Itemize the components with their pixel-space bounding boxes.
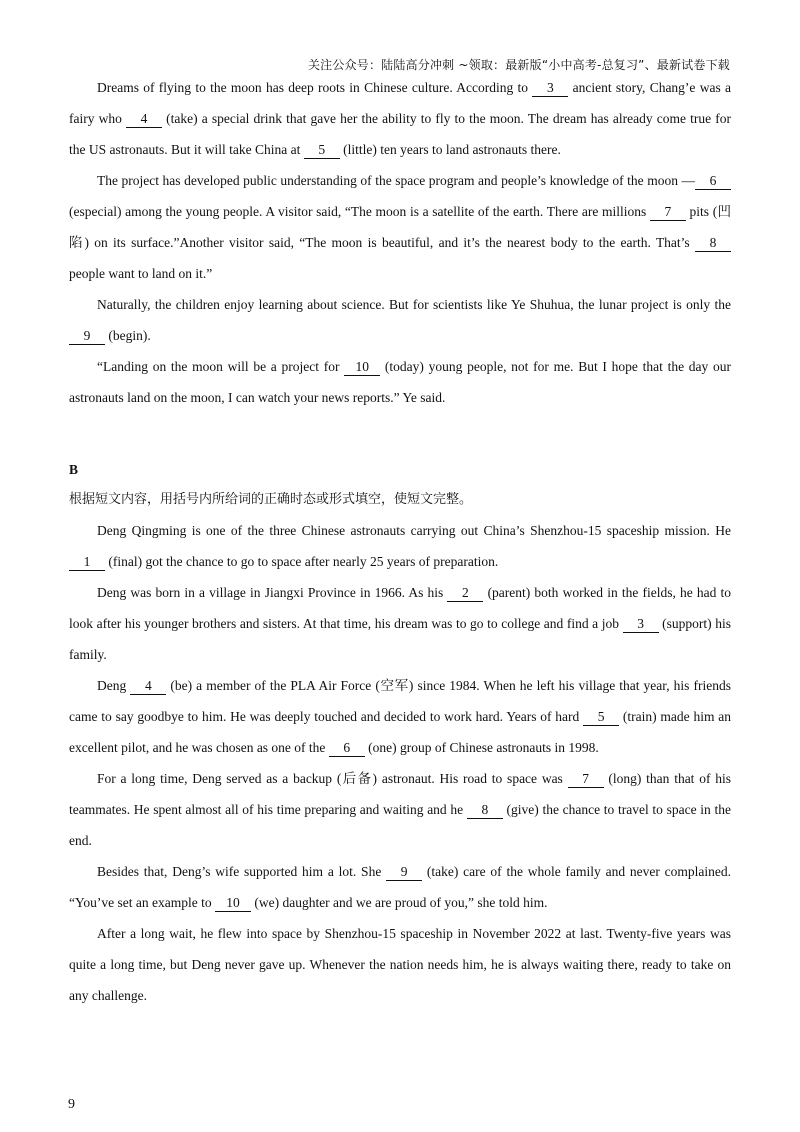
blank-b-4: 4 [130,678,166,695]
section-a-paragraph-1: Dreams of flying to the moon has deep roots in Chinese culture. According to 3 ancient story, Chang’e was a fairy who 4 (take) a special drink that gave her the ability to fly to the moon. The dream has already come true for the US astronauts. But it will take China at 5 (little) ten years to land astronauts there. [69,80,732,157]
section-a-paragraph-2: The project has developed public understanding of the space program and people’s knowledge of the moon — 6 (especial) among the young people. A visitor said, “The moon is a satellite of the earth. There are millions 7 pits (凹陷) on its surface.”Another visitor said, “The moon is beautiful, and it’s the nearest body to the earth. That’s 8 people want to land on it.” [69,173,731,281]
blank-b-6: 6 [329,740,365,757]
blank-b-5: 5 [583,709,619,726]
section-b-paragraph-1: Deng Qingming is one of the three Chinese astronauts carrying out China’s Shenzhou-15 spaceship mission. He 1 (final) got the chance to go to space after nearly 25 years of preparation. [69,515,731,577]
blank-b-8: 8 [467,802,503,819]
blank-a-9: 9 [69,328,105,345]
section-b-paragraph-3: Deng 4 (be) a member of the PLA Air Force (空军) since 1984. When he left his village that year, his friends came to say goodbye to him. He was deeply touched and decided to work hard. Years of hard 5 (train) made him an excellent pilot, and he was chosen as one of the 6 (one) group of Chinese astronauts in 1998. [69,678,731,755]
blank-a-3: 3 [532,80,568,97]
document-body [69,72,731,1011]
section-b-paragraph-2: Deng was born in a village in Jiangxi Province in 1966. As his 2 (parent) both worked in the fields, he had to look after his younger brothers and sisters. At that time, his dream was to go to college and find a job 3 (support) his family. [69,585,731,662]
blank-a-4: 4 [126,111,162,128]
blank-a-7: 7 [650,204,686,221]
blank-a-10: 10 [344,359,380,376]
page-header: 关注公众号：陆陆高分冲刺 ~领取：最新版“小中高考-总复习”、最新试卷下载 [307,58,730,72]
blank-b-3: 3 [623,616,659,633]
blank-a-8: 8 [695,235,731,252]
page-number: 9 [68,1097,75,1112]
blank-b-9: 9 [386,864,422,881]
section-b-instruction: 根据短文内容，用括号内所给词的正确时态或形式填空，使短文完整。 [69,492,473,507]
blank-b-1: 1 [69,554,105,571]
blank-b-10: 10 [215,895,251,912]
section-b-paragraph-6: After a long wait, he flew into space by Shenzhou-15 spaceship in November 2022 at last. Twenty-five years was quite a long time, but Deng never gave up. Whenever the nation needs him, he is always waiting there, ready to take on any challenge. [69,926,731,1003]
blank-b-2: 2 [447,585,483,602]
blank-a-6: 6 [695,173,731,190]
section-b-paragraph-5: Besides that, Deng’s wife supported him a lot. She 9 (take) care of the whole family and never complained. “You’ve set an example to 10 (we) daughter and we are proud of you,” she told him. [69,864,731,910]
section-a-paragraph-4: “Landing on the moon will be a project for 10 (today) young people, not for me. But I hope that the day our astronauts land on the moon, I can watch your news reports.” Ye said. [69,359,731,405]
section-b-title: B [69,462,79,477]
blank-b-7: 7 [568,771,604,788]
section-b-paragraph-4: For a long time, Deng served as a backup (后备) astronaut. His road to space was 7 (long) than that of his teammates. He spent almost all of his time preparing and waiting and he 8 (give) the chance to travel to space in the end. [69,771,731,848]
section-a-paragraph-3: Naturally, the children enjoy learning about science. But for scientists like Ye Shuhua, the lunar project is only the 9 (begin). [69,289,731,351]
blank-a-5: 5 [304,142,340,159]
